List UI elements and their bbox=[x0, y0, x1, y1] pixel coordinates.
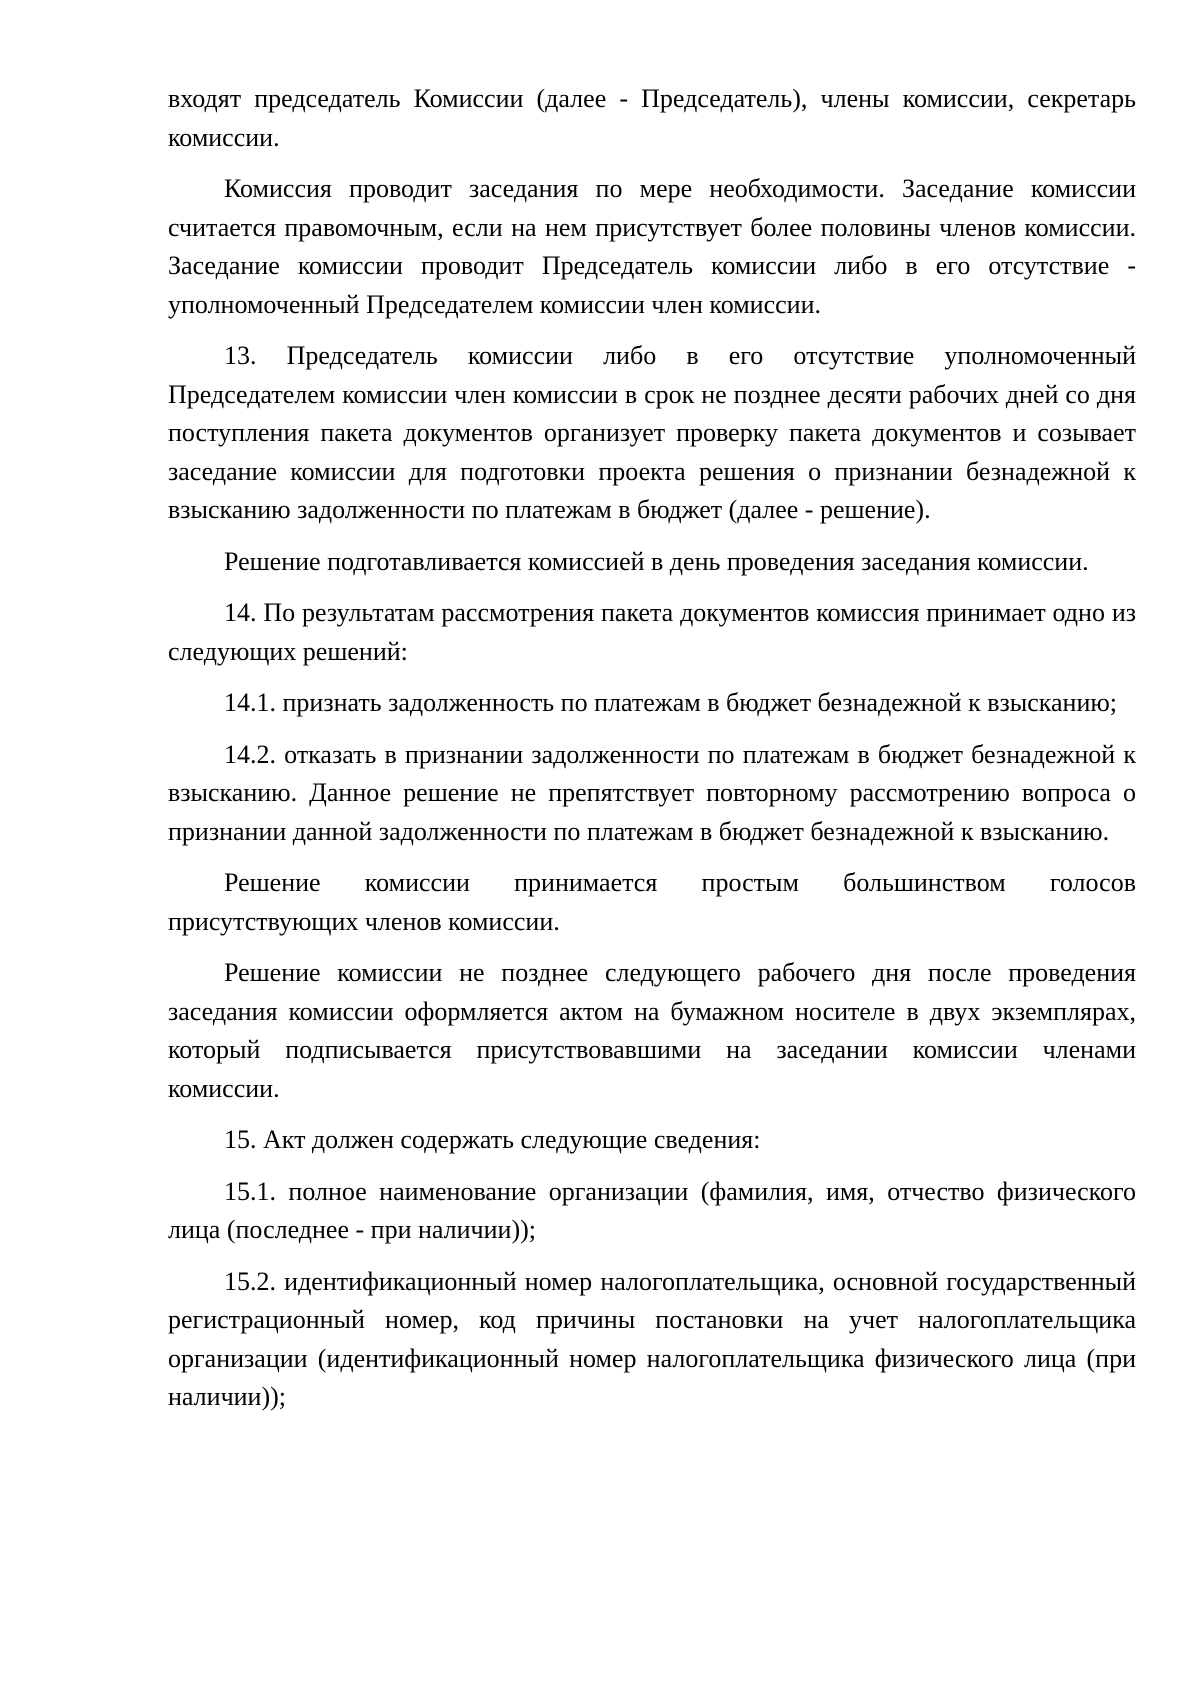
paragraph-commission-members: входят председатель Комиссии (далее - Председатель), члены комиссии, секретарь комиссии. bbox=[168, 84, 1136, 152]
paragraph-13: 13. Председатель комиссии либо в его отсутствие уполномоченный Председателем комиссии член комиссии в срок не позднее десяти рабочих дней со дня поступления пакета документов организует проверку пакета документов и созывает заседание комиссии для подготовки проекта решения о признании безнадежной к взысканию задолженности по платежам в бюджет (далее - решение). bbox=[168, 341, 1136, 524]
paragraph-majority-vote: Решение комиссии принимается простым большинством голосов присутствующих членов комиссии. bbox=[168, 868, 1136, 936]
paragraph-14: 14. По результатам рассмотрения пакета документов комиссия принимает одно из следующих решений: bbox=[168, 598, 1136, 666]
paragraph-14-1: 14.1. признать задолженность по платежам в бюджет безнадежной к взысканию; bbox=[224, 688, 1118, 717]
paragraph-14-2: 14.2. отказать в признании задолженности по платежам в бюджет безнадежной к взысканию. Данное решение не препятствует повторному рассмотрению вопроса о признании данной задолженности по платежам в бюджет безнадежной к взысканию. bbox=[168, 739, 1136, 846]
paragraph-act-issued: Решение комиссии не позднее следующего рабочего дня после проведения заседания комиссии оформляется актом на бумажном носителе в двух экземплярах, который подписывается присутствовавшими на заседании комиссии членами комиссии. bbox=[168, 958, 1136, 1103]
paragraph-15: 15. Акт должен содержать следующие сведения: bbox=[224, 1125, 761, 1154]
paragraph-meetings: Комиссия проводит заседания по мере необходимости. Заседание комиссии считается правомочным, если на нем присутствует более половины членов комиссии. Заседание комиссии проводит Председатель комиссии либо в его отсутствие - уполномоченный Председателем комиссии член комиссии. bbox=[168, 174, 1136, 319]
paragraph-15-2: 15.2. идентификационный номер налогоплательщика, основной государственный регистрационный номер, код причины постановки на учет налогоплательщика организации (идентификационный номер налогоплательщика физического лица (при наличии)); bbox=[168, 1266, 1136, 1411]
paragraph-decision-prepared: Решение подготавливается комиссией в день проведения заседания комиссии. bbox=[224, 546, 1089, 576]
paragraph-15-1: 15.1. полное наименование организации (фамилия, имя, отчество физического лица (последнее - при наличии)); bbox=[168, 1176, 1136, 1244]
document-page bbox=[168, 80, 1136, 1430]
